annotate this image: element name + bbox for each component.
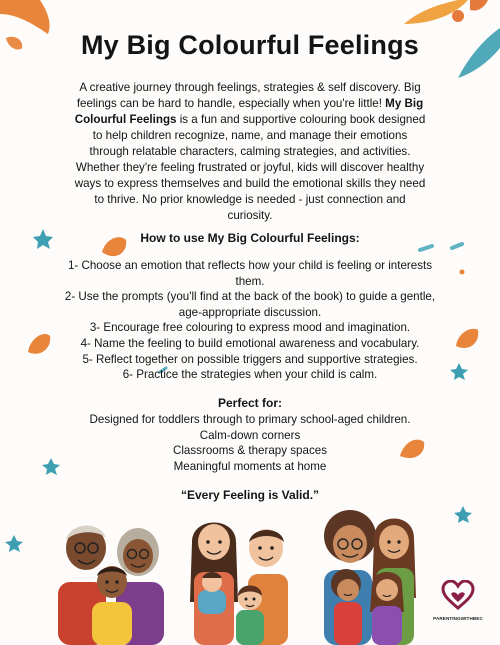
perfect-for-item: Calm-down corners [199, 428, 301, 442]
perfect-for-list [40, 412, 460, 474]
intro-text-continued: is a fun and supportive colouring book designed to help children recognize, name, and manage their emotions through relatable characters, calming strategies, and activities. Whether they're feeling frustrated or joyful, kids will discover healthy ways to express themselves and build the emotional skills they need to thrive. No prior knowledge is needed - just connection and curiosity. [74, 113, 426, 222]
step-item: 5- Reflect together on possible triggers and supportive strategies. [82, 352, 418, 366]
dot-icon [452, 10, 464, 22]
star-icon [450, 363, 468, 380]
leaf-icon [0, 0, 50, 34]
step-item: 3- Encourage free colouring to express mood and imagination. [89, 321, 411, 335]
dash-icon [420, 246, 432, 250]
step-item: 4- Name the feeling to build emotional awareness and vocabulary. [80, 336, 420, 350]
step-item: 2- Use the prompts (you'll find at the back of the book) to guide a gentle, age-appropriate discussion. [64, 290, 436, 319]
step-item: 6- Practice the strategies when your child is calm. [122, 368, 378, 382]
grandparents-illustration [58, 525, 164, 645]
perfect-for-item: Meaningful moments at home [173, 459, 327, 473]
curly-family-illustration [324, 510, 416, 645]
quote-text: “Every Feeling is Valid.” [180, 488, 320, 502]
how-to-steps [60, 258, 440, 383]
how-to-heading: How to use My Big Colourful Feelings: [140, 231, 360, 245]
perfect-for-item: Designed for toddlers through to primary school-aged children. [89, 413, 411, 426]
step-item: 1- Choose an emotion that reflects how your child is feeling or interests them. [67, 259, 433, 288]
intro-text: A creative journey through feelings, strategies & self discovery. Big feelings can be hard to handle, especially when you're little! [76, 81, 421, 110]
leaf-icon [456, 329, 478, 348]
leaf-icon [470, 0, 488, 11]
leaf-icon [28, 334, 50, 354]
parents-with-kids-illustration [190, 523, 288, 645]
intro-paragraph [72, 80, 428, 224]
logo-text: PARENTINGWITHBEC [433, 616, 483, 621]
star-icon [454, 506, 472, 523]
heart-hands-icon [441, 580, 475, 610]
brand-logo [430, 580, 486, 621]
perfect-for-item: Classrooms & therapy spaces [172, 444, 327, 458]
dot-icon [460, 270, 465, 275]
intro-book-name: My Big Colourful Feelings [74, 97, 424, 126]
family-illustrations [0, 502, 430, 645]
perfect-for-heading: Perfect for: [217, 396, 282, 410]
page-title: My Big Colourful Feelings [80, 30, 419, 60]
